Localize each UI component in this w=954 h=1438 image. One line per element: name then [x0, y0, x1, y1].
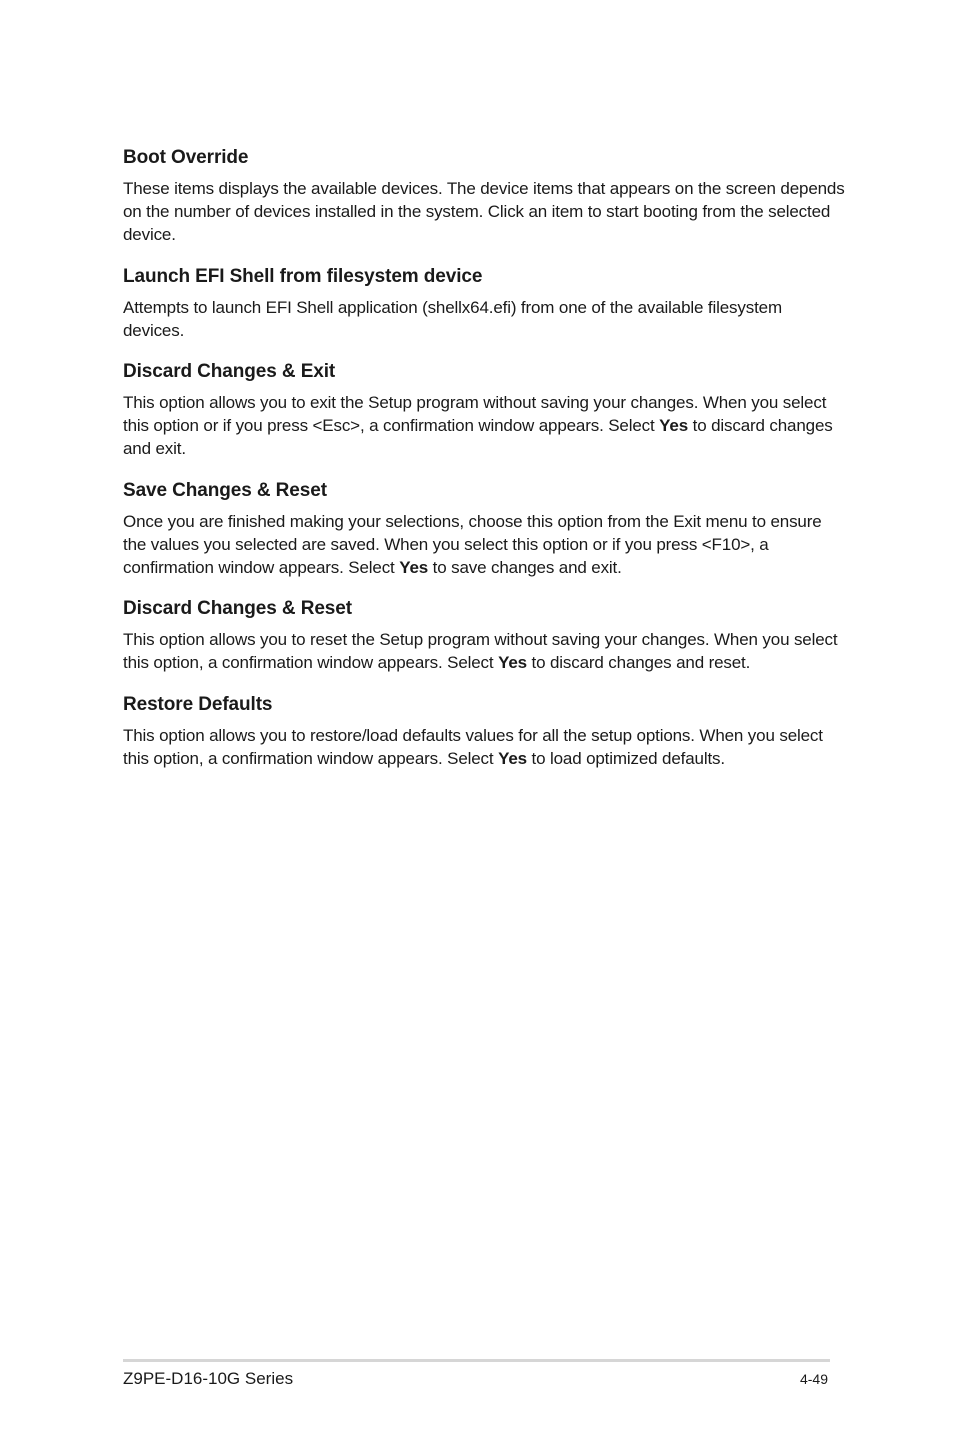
manual-content: [123, 146, 845, 788]
description-text: This option allows you to reset the Setup program without saving your changes. When you select this option, a confirmation window appears. Select: [123, 630, 838, 673]
section-description: [123, 724, 845, 770]
description-text: to save changes and exit.: [428, 558, 622, 578]
section-description: [123, 296, 845, 342]
description-text: These items displays the available devices. The device items that appears on the screen depends on the number of devices installed in the system. Click an item to start booting from the selected device.: [123, 179, 845, 245]
section: [123, 360, 845, 461]
footer-page-number: 4-49: [799, 1371, 828, 1387]
section-description: [123, 510, 845, 580]
emphasis-text: Yes: [659, 416, 689, 436]
emphasis-text: Yes: [498, 748, 527, 768]
section-description: [123, 628, 845, 674]
section: [123, 265, 845, 342]
footer-divider: [123, 1359, 830, 1362]
section: [123, 146, 845, 247]
section-heading: Discard Changes & Reset: [123, 598, 352, 620]
section-heading: Launch EFI Shell from filesystem device: [123, 265, 483, 287]
description-text: to discard changes and reset.: [526, 653, 751, 673]
description-text: Once you are finished making your selections, choose this option from the Exit menu to ensure the values you selected are saved. When you select this option or if you press <F10>, a confirmation window appears. Select: [123, 511, 822, 578]
section-heading: Restore Defaults: [123, 693, 273, 715]
description-text: to load optimized defaults.: [526, 748, 725, 768]
description-text: This option allows you to exit the Setup program without saving your changes. When you select this option or if you press <Esc>, a confirmation window appears. Select: [123, 393, 827, 436]
section: [123, 597, 845, 674]
emphasis-text: Yes: [498, 653, 527, 673]
section: [123, 479, 845, 580]
section-description: [123, 177, 845, 247]
section-heading: Discard Changes & Exit: [123, 361, 336, 383]
section-heading: Save Changes & Reset: [123, 479, 327, 501]
section: [123, 693, 845, 770]
emphasis-text: Yes: [399, 558, 429, 578]
description-text: Attempts to launch EFI Shell application (shellx64.efi) from one of the available filesystem devices.: [123, 297, 782, 340]
footer-product-name: Z9PE-D16-10G Series: [123, 1369, 294, 1388]
section-description: [123, 391, 845, 461]
description-text: This option allows you to restore/load defaults values for all the setup options. When you select this option, a confirmation window appears. Select: [123, 725, 823, 768]
description-text: to discard changes and exit.: [123, 416, 833, 459]
section-heading: Boot Override: [123, 147, 249, 168]
